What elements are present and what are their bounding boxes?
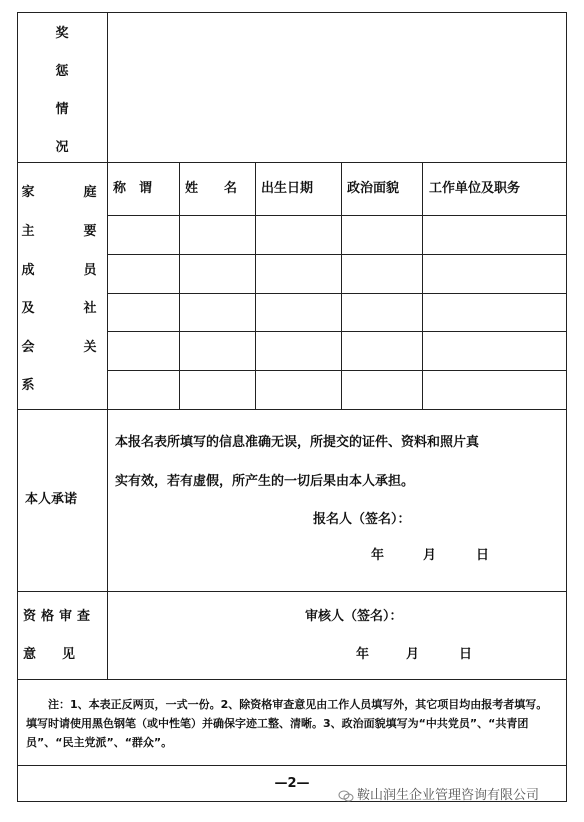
awards-label-char: 奖 [55,26,69,41]
family-label-char: 要 [83,224,97,239]
review-date-year: 年 [356,647,370,662]
review-date-day: 日 [459,647,473,662]
col-divider [255,162,256,409]
pledge-date-year: 年 [371,548,385,563]
col-divider [341,162,342,409]
row-divider [17,409,567,410]
watermark-text: 鞍山润生企业管理咨询有限公司 [357,788,540,803]
pledge-text-line1: 本报名表所填写的信息准确无误，所提交的证件、资料和照片真 [115,435,480,450]
family-label-char: 主 [21,224,35,239]
family-header-employer-position: 工作单位及职务 [429,181,521,196]
pledge-label: 本人承诺 [25,492,78,507]
family-label-char: 及 [21,301,35,316]
row-divider [17,591,567,592]
page-number: —2— [274,776,310,791]
row-divider [17,162,567,163]
row-divider [17,765,567,766]
review-label-line1: 资格审查 [23,609,96,624]
row-divider [107,254,567,255]
watermark [338,784,539,803]
awards-label-char: 况 [55,140,69,155]
family-header-birthdate: 出生日期 [261,181,314,196]
form-frame [17,12,567,802]
review-date-month: 月 [406,647,420,662]
pledge-date-month: 月 [423,548,437,563]
row-divider [107,370,567,371]
family-header-relation: 称 谓 [113,181,153,196]
family-label-char: 员 [83,263,97,278]
pledge-signer-label: 报名人（签名）： [313,512,411,527]
wechat-icon [338,790,354,802]
col-divider [179,162,180,409]
family-label-char: 关 [83,340,97,355]
review-label-line2: 意 见 [23,647,76,662]
row-divider [17,679,567,680]
col-divider [107,12,108,679]
family-label-char: 会 [21,340,35,355]
row-divider [107,215,567,216]
family-label-char: 家 [21,185,35,200]
family-label-char: 社 [83,301,97,316]
family-label-char: 成 [21,263,35,278]
form-note: 注：1、本表正反两页，一式一份。2、除资格审查意见由工作人员填写外，其它项目均由报考者填写。填写时请使用黑色钢笔（或中性笔）并确保字迹工整、清晰。3、政治面貌填写为“中共党员”、“共青团员”、“民主党派”、“群众”。 [26,698,548,749]
family-label-char: 庭 [83,185,97,200]
reviewer-signature-label: 审核人（签名）： [305,609,403,624]
col-divider [422,162,423,409]
row-divider [107,331,567,332]
row-divider [107,293,567,294]
pledge-date-day: 日 [476,548,490,563]
awards-label-char: 情 [55,102,69,117]
pledge-text-line2: 实有效，若有虚假，所产生的一切后果由本人承担。 [115,474,415,489]
family-header-name: 姓 名 [185,181,238,196]
awards-label-char: 惩 [55,64,69,79]
family-label-char: 系 [21,378,35,393]
family-header-political-status: 政治面貌 [347,181,400,196]
